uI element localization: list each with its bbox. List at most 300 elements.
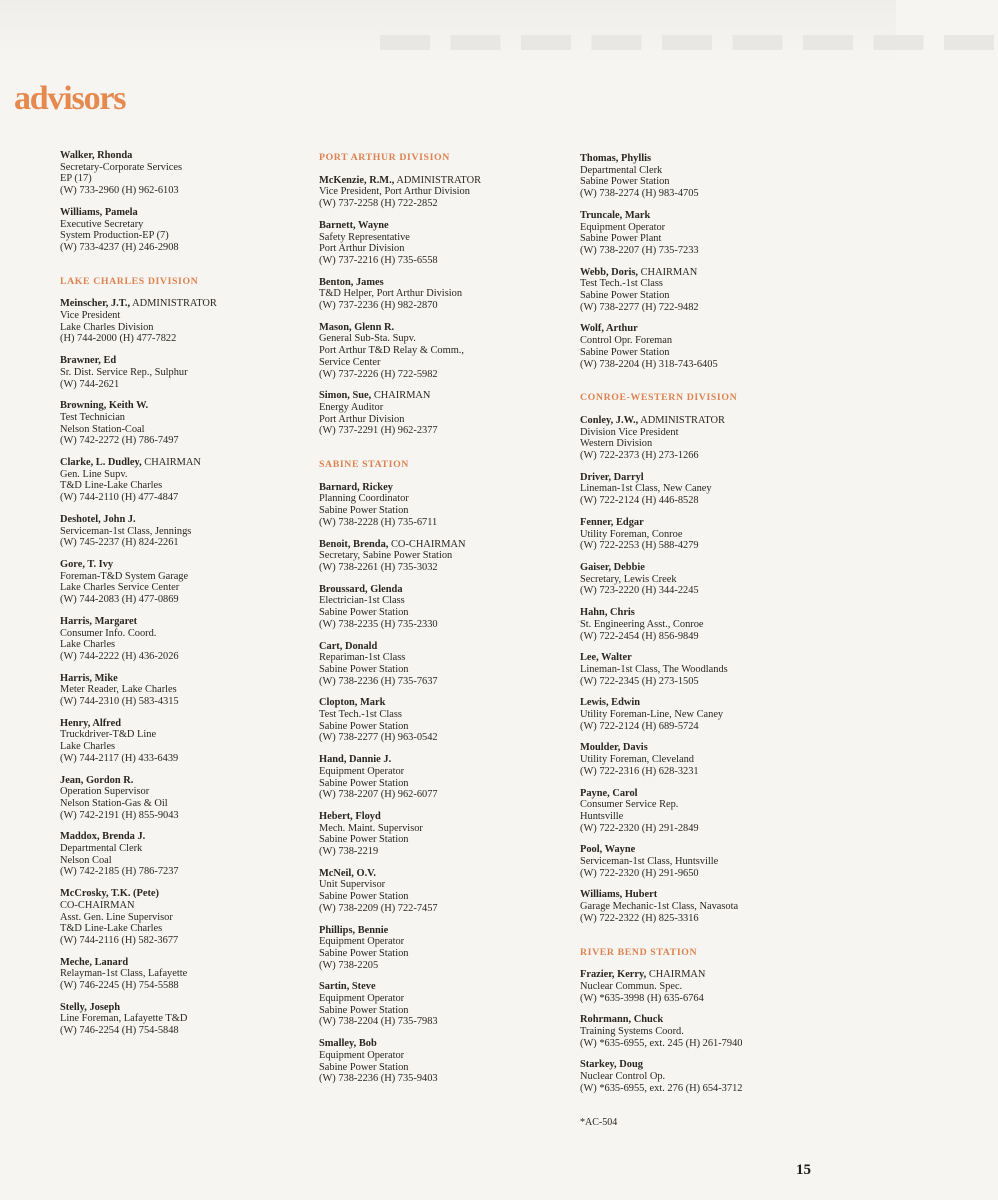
entry-detail-line: Nelson Station-Coal [60,423,145,435]
advisor-name [60,355,290,367]
entry-detail-line: Test Tech.-1st Class [319,709,402,721]
entry-detail-line: (W) 723-2220 (H) 344-2245 [580,585,699,597]
advisor-name-text: Stelly, Joseph [60,1001,121,1013]
entry-detail-line: Sr. Dist. Service Rep., Sulphur [60,366,188,378]
advisor-name-text: Clarke, L. Dudley, [60,457,142,469]
directory-entry [319,697,564,744]
entry-detail-line: (W) 744-2117 (H) 433-6439 [60,752,179,764]
advisor-name-text: Harris, Mike [60,672,118,684]
entry-detail-line: Departmental Clerk [580,164,663,176]
entry-detail-line: Sabine Power Plant [580,233,662,245]
section-heading: RIVER BEND STATION [580,946,698,958]
entry-detail-line: (W) 722-2322 (H) 825-3316 [580,912,699,924]
advisor-name-text: Gore, T. Ivy [60,558,114,570]
advisor-name-text: Frazier, Kerry, [580,969,647,981]
advisor-name [580,607,830,619]
advisor-name [319,1038,564,1050]
directory-entry [319,220,564,267]
entry-detail-line: Consumer Service Rep. [580,799,679,811]
entry-detail-line: (W) 722-2320 (H) 291-2849 [580,822,699,834]
directory-entry [319,641,564,688]
directory-entry [580,969,830,1004]
entry-detail-line: Sabine Power Station [319,1061,409,1073]
entry-detail-line: Equipment Operator [319,993,405,1005]
directory-entry [319,925,564,972]
advisor-name-text: Brawner, Ed [60,355,117,367]
advisor-name [60,514,290,526]
entry-detail-line: (W) 737-2236 (H) 982-2870 [319,300,438,312]
advisor-name-text: Pool, Wayne [580,844,636,856]
directory-entry [580,742,830,777]
advisor-name [319,981,564,993]
advisor-name [319,539,564,551]
entry-detail-line: Relayman-1st Class, Lafayette [60,968,188,980]
advisor-name-text: Hahn, Chris [580,607,635,619]
entry-detail-line: Service Center [319,356,381,368]
entry-detail-line: Lake Charles Division [60,321,154,333]
directory-entry [60,673,290,708]
advisor-name-text: Starkey, Doug [580,1059,643,1071]
entry-detail-line: (W) 746-2245 (H) 754-5588 [60,980,179,992]
entry-detail-line: EP (17) [60,173,92,185]
advisor-name [60,616,290,628]
entry-detail-line: Line Foreman, Lafayette T&D [60,1013,188,1025]
entry-detail-line: Training Systems Coord. [580,1026,684,1038]
entry-detail-line: (W) 738-2209 (H) 722-7457 [319,902,438,914]
advisor-name [319,390,564,402]
advisor-name-text: Harris, Margaret [60,615,138,627]
entry-detail-line: Nuclear Commun. Spec. [580,980,683,992]
section-heading: PORT ARTHUR DIVISION [319,152,450,163]
directory-entry [580,889,830,924]
entry-detail-line: Secretary, Lewis Creek [580,573,677,585]
directory-entry [60,957,290,992]
entry-detail-line: (W) 722-2253 (H) 588-4279 [580,540,699,552]
advisor-name-text: McCrosky, T.K. (Pete) [60,888,159,900]
directory-entry [60,616,290,663]
advisor-role: CHAIRMAN [371,390,431,402]
advisor-name [319,220,564,232]
advisor-name [60,400,290,412]
directory-entry [580,153,830,200]
advisor-name-text: Williams, Pamela [60,206,138,218]
entry-detail-line: (W) 746-2254 (H) 754-5848 [60,1025,179,1037]
directory-entry [60,207,290,254]
advisor-name-text: Conley, J.W., [580,414,639,426]
directory-entry [60,831,290,878]
advisor-name [580,788,830,800]
directory-entry [60,559,290,606]
advisor-name-text: Moulder, Davis [580,742,648,754]
advisor-name-text: Browning, Keith W. [60,400,149,412]
entry-detail-line: Equipment Operator [319,1049,405,1061]
entry-detail-line: (W) 738-2236 (H) 735-9403 [319,1073,438,1085]
directory-entry [60,298,290,345]
entry-detail-line: Safety Representative [319,231,410,243]
advisor-name [60,559,290,571]
advisor-role: CHAIRMAN [141,457,201,469]
entry-detail-line: Lake Charles [60,639,116,651]
directory-entry [580,1014,830,1049]
advisor-name [319,925,564,937]
directory-entry [580,472,830,507]
entry-detail-line: Consumer Info. Coord. [60,627,157,639]
entry-detail-line: Equipment Operator [319,936,405,948]
entry-detail-line: (W) 722-2316 (H) 628-3231 [580,765,699,777]
entry-detail-line: (W) 738-2274 (H) 983-4705 [580,188,699,200]
advisor-name [580,969,830,981]
entry-detail-line: Equipment Operator [319,765,405,777]
entry-detail-line: General Sub-Sta. Supv. [319,333,416,345]
directory-section [580,153,830,370]
entry-detail-line: (W) 737-2258 (H) 722-2852 [319,198,438,210]
advisor-name-text: Broussard, Glenda [319,583,403,595]
entry-detail-line: Lake Charles [60,741,116,753]
entry-detail-line: Mech. Maint. Supervisor [319,822,423,834]
advisor-name-text: Meche, Lanard [60,956,129,968]
directory-entry [60,1002,290,1037]
entry-detail-line: Vice President, Port Arthur Division [319,186,470,198]
advisor-name-text: Walker, Rhonda [60,150,133,161]
directory-entry [319,868,564,915]
directory-entry [580,607,830,642]
entry-detail-line: Nelson Station-Gas & Oil [60,797,168,809]
entry-detail-line: Serviceman-1st Class, Jennings [60,525,192,537]
advisor-name-text: Hebert, Floyd [319,810,381,822]
entry-detail-line: (W) 722-2454 (H) 856-9849 [580,630,699,642]
directory-entry [319,482,564,529]
entry-detail-line: Nelson Coal [60,854,112,866]
entry-detail-line: (W) 733-4237 (H) 246-2908 [60,241,179,253]
entry-detail-line: (W) 737-2226 (H) 722-5982 [319,368,438,380]
directory-entry [580,844,830,879]
entry-detail-line: (W) 744-2310 (H) 583-4315 [60,696,179,708]
advisor-name [60,207,290,219]
advisor-name [319,754,564,766]
advisor-name [580,415,830,427]
advisor-name-text: Meinscher, J.T., [60,298,131,310]
entry-detail-line: (W) 738-2261 (H) 735-3032 [319,561,438,573]
entry-detail-line: Foreman-T&D System Garage [60,570,189,582]
directory-entry [60,775,290,822]
entry-detail-line: (W) 733-2960 (H) 962-6103 [60,185,179,197]
advisor-name [60,457,290,469]
directory-section [319,459,564,1085]
entry-detail-line: (W) 738-2204 (H) 735-7983 [319,1016,438,1028]
advisor-name-text: Sartin, Steve [319,981,376,993]
entry-detail-line: Gen. Line Supv. [60,468,128,480]
entry-detail-line: Equipment Operator [580,221,666,233]
entry-detail-line: Sabine Power Station [319,834,409,846]
entry-detail-line: Sabine Power Station [319,720,409,732]
entry-detail-line: (W) 742-2272 (H) 786-7497 [60,435,179,447]
entry-detail-line: Secretary, Sabine Power Station [319,550,453,562]
advisor-name-text: Deshotel, John J. [60,513,136,525]
entry-detail-line: Departmental Clerk [60,843,143,855]
directory-entry [319,981,564,1028]
entry-detail-line: Sabine Power Station [319,891,409,903]
section-heading: SABINE STATION [319,459,409,471]
page-number: 15 [796,1162,811,1178]
entry-detail-line: (W) 744-2621 [60,378,120,390]
entry-detail-line: Lineman-1st Class, New Caney [580,483,712,495]
entry-detail-line: Operation Supervisor [60,786,150,798]
advisor-role: ADMINISTRATOR [638,414,725,426]
directory-entry [319,277,564,312]
entry-detail-line: (W) 722-2124 (H) 689-5724 [580,720,699,732]
entry-detail-line: Unit Supervisor [319,879,386,891]
advisor-name [60,957,290,969]
advisor-name [60,888,290,900]
entry-detail-line: Utility Foreman-Line, New Caney [580,709,724,721]
advisor-name-text: Barnett, Wayne [319,219,389,231]
advisor-name [319,277,564,289]
entry-detail-line: (W) 722-2373 (H) 273-1266 [580,450,699,462]
advisor-name [580,844,830,856]
advisor-name-text: Gaiser, Debbie [580,561,645,573]
advisor-name [319,482,564,494]
entry-detail-line: Port Arthur Division [319,413,405,425]
entry-detail-line: T&D Helper, Port Arthur Division [319,288,463,300]
entry-detail-line: Sabine Power Station [319,505,409,517]
entry-detail-line: (W) 737-2216 (H) 735-6558 [319,254,438,266]
entry-detail-line: Sabine Power Station [319,607,409,619]
entry-detail-line: Energy Auditor [319,401,384,413]
advisor-name [580,889,830,901]
advisor-name-text: Smalley, Bob [319,1038,377,1050]
entry-detail-line: (W) 738-2277 (H) 722-9482 [580,301,699,313]
advisor-name [319,175,564,187]
entry-detail-line: Lake Charles Service Center [60,582,180,594]
directory-section [580,947,830,1095]
advisor-name [60,775,290,787]
advisor-name [580,267,830,279]
directory-entry [60,355,290,390]
advisor-name [580,652,830,664]
advisor-name [319,811,564,823]
directory-entry [319,390,564,437]
directory-entry [60,718,290,765]
advisor-name-text: Fenner, Edgar [580,516,644,528]
entry-detail-line: Executive Secretary [60,218,144,230]
advisor-name [319,641,564,653]
advisor-name [580,210,830,222]
directory-entry [60,400,290,447]
advisor-name-text: McNeil, O.V. [319,867,376,879]
entry-detail-line: Sabine Power Station [580,176,670,188]
advisor-name-text: Simon, Sue, [319,390,372,402]
advisor-name [580,323,830,335]
entry-detail-line: Repariman-1st Class [319,652,406,664]
entry-detail-line: Sabine Power Station [319,947,409,959]
advisor-name [60,298,290,310]
advisor-role: CHAIRMAN [646,969,706,981]
entry-detail-line: Test Technician [60,411,126,423]
entry-detail-line: (W) *635-6955, ext. 276 (H) 654-3712 [580,1082,743,1094]
advisor-name [60,718,290,730]
section-heading: CONROE-WESTERN DIVISION [580,392,738,404]
advisor-name [319,322,564,334]
faded-header-watermark: ▬ ▬ ▬ ▬ ▬ ▬ ▬ ▬ ▬ [380,5,998,61]
entry-detail-line: (W) 738-2219 [319,846,379,858]
section-heading: LAKE CHARLES DIVISION [60,275,199,287]
advisor-name-text: Thomas, Phyllis [580,153,652,164]
advisor-name [580,697,830,709]
advisor-name [319,868,564,880]
entry-detail-line: System Production-EP (7) [60,230,169,242]
advisor-name-text: Wolf, Arthur [580,323,638,335]
entry-detail-line: Sabine Power Station [580,290,670,302]
entry-detail-line: (W) 738-2235 (H) 735-2330 [319,618,438,630]
advisor-name [319,584,564,596]
entry-detail-line: (W) 737-2291 (H) 962-2377 [319,425,438,437]
entry-detail-line: Asst. Gen. Line Supervisor [60,911,173,923]
directory-entry [580,415,830,462]
entry-detail-line: Division Vice President [580,426,679,438]
directory-entry [580,697,830,732]
column-3 [580,153,830,1128]
directory-section [319,152,564,437]
directory-entry [580,210,830,257]
advisor-name [580,153,830,165]
directory-entry [319,322,564,381]
directory-entry [319,754,564,801]
advisor-role: CO-CHAIRMAN [388,538,466,550]
advisor-name-text: Payne, Carol [580,787,638,799]
directory-entry [319,539,564,574]
entry-detail-line: (W) 744-2083 (H) 477-0869 [60,594,179,606]
directory-entry [60,150,290,197]
directory-entry [580,517,830,552]
advisor-name-text: Rohrmann, Chuck [580,1014,664,1026]
advisor-name [580,742,830,754]
entry-detail-line: (W) 744-2222 (H) 436-2026 [60,650,179,662]
entry-detail-line: Sabine Power Station [319,663,409,675]
entry-detail-line: Vice President [60,310,121,322]
advisor-role: CHAIRMAN [638,266,698,278]
page-title: advisors [14,80,126,117]
advisor-name-text: Benoit, Brenda, [319,538,389,550]
advisor-name-text: Williams, Hubert [580,889,658,901]
advisor-name-text: Lee, Walter [580,652,632,664]
entry-detail-line: Secretary-Corporate Services [60,161,183,173]
directory-entry [319,175,564,210]
footnote: *AC-504 [580,1116,618,1128]
entry-detail-line: (W) 742-2185 (H) 786-7237 [60,866,179,878]
entry-detail-line: (W) 722-2124 (H) 446-8528 [580,495,699,507]
advisor-name [580,517,830,529]
advisor-name-text: Clopton, Mark [319,697,386,709]
advisor-name [580,472,830,484]
entry-detail-line: (W) 745-2237 (H) 824-2261 [60,537,179,549]
directory-entry [580,788,830,835]
entry-detail-line: T&D Line-Lake Charles [60,480,163,492]
directory-entry [60,457,290,504]
advisor-name [580,1059,830,1071]
entry-detail-line: Port Arthur T&D Relay & Comm., [319,345,464,357]
entry-detail-line: (W) 738-2207 (H) 962-6077 [319,789,438,801]
entry-detail-line: (W) 722-2320 (H) 291-9650 [580,867,699,879]
directory-entry [60,514,290,549]
column-2 [319,152,564,1107]
entry-detail-line: St. Engineering Asst., Conroe [580,618,704,630]
column-1 [60,150,290,1059]
directory-section [60,150,290,254]
entry-detail-line: Western Division [580,438,653,450]
advisor-name [60,673,290,685]
entry-detail-line: (W) 722-2345 (H) 273-1505 [580,675,699,687]
advisor-name [580,1014,830,1026]
advisor-name-text: Mason, Glenn R. [319,321,395,333]
entry-detail-line: Test Tech.-1st Class [580,278,663,290]
advisor-role: ADMINISTRATOR [394,174,482,186]
entry-detail-line: (W) 738-2207 (H) 735-7233 [580,244,699,256]
entry-detail-line: Port Arthur Division [319,243,405,255]
entry-detail-line: Sabine Power Station [319,1004,409,1016]
advisor-name-text: Jean, Gordon R. [60,774,134,786]
advisor-name-text: Benton, James [319,276,384,288]
advisor-name-text: McKenzie, R.M., [319,174,395,186]
directory-entry [580,562,830,597]
entry-detail-line: (W) 738-2236 (H) 735-7637 [319,675,438,687]
advisor-role: ADMINISTRATOR [130,298,217,310]
entry-detail-line: (W) 738-2204 (H) 318-743-6405 [580,358,718,370]
entry-detail-line: Utility Foreman, Cleveland [580,754,694,766]
entry-detail-line: (W) 738-2205 [319,959,379,971]
advisor-name-text: Driver, Darryl [580,471,644,483]
advisor-name-text: Henry, Alfred [60,717,121,729]
directory-entry [319,811,564,858]
entry-detail-line: (W) 742-2191 (H) 855-9043 [60,809,179,821]
entry-detail-line: Utility Foreman, Conroe [580,528,683,540]
advisor-name-text: Webb, Doris, [580,266,639,278]
entry-detail-line: Meter Reader, Lake Charles [60,684,177,696]
entry-detail-line: (W) *635-3998 (H) 635-6764 [580,992,704,1004]
advisor-name [60,1002,290,1014]
entry-detail-line: Truckdriver-T&D Line [60,729,157,741]
entry-detail-line: CO-CHAIRMAN [60,899,135,911]
advisor-name [60,831,290,843]
directory-entry [580,1059,830,1094]
entry-detail-line: (H) 744-2000 (H) 477-7822 [60,333,177,345]
advisor-name [319,697,564,709]
entry-detail-line: Nuclear Control Op. [580,1071,666,1083]
entry-detail-line: (W) 744-2116 (H) 582-3677 [60,934,179,946]
advisor-name-text: Phillips, Bennie [319,924,389,936]
advisor-name-text: Maddox, Brenda J. [60,831,146,843]
entry-detail-line: (W) 738-2277 (H) 963-0542 [319,732,438,744]
directory-entry [319,1038,564,1085]
advisor-name-text: Lewis, Edwin [580,697,641,709]
entry-detail-line: Lineman-1st Class, The Woodlands [580,663,728,675]
directory-entry [580,267,830,314]
entry-detail-line: T&D Line-Lake Charles [60,923,163,935]
entry-detail-line: Planning Coordinator [319,493,409,505]
advisor-name-text: Barnard, Rickey [319,481,393,493]
entry-detail-line: Huntsville [580,810,624,822]
entry-detail-line: Sabine Power Station [580,346,670,358]
directory-entry [319,584,564,631]
entry-detail-line: Garage Mechanic-1st Class, Navasota [580,901,739,913]
entry-detail-line: (W) 744-2110 (H) 477-4847 [60,492,179,504]
advisor-name-text: Truncale, Mark [580,209,651,221]
entry-detail-line: Sabine Power Station [319,777,409,789]
entry-detail-line: Control Opr. Foreman [580,335,673,347]
directory-entry [60,888,290,947]
entry-detail-line: (W) *635-6955, ext. 245 (H) 261-7940 [580,1037,743,1049]
directory-entry [580,652,830,687]
advisor-name-text: Hand, Dannie J. [319,754,392,766]
